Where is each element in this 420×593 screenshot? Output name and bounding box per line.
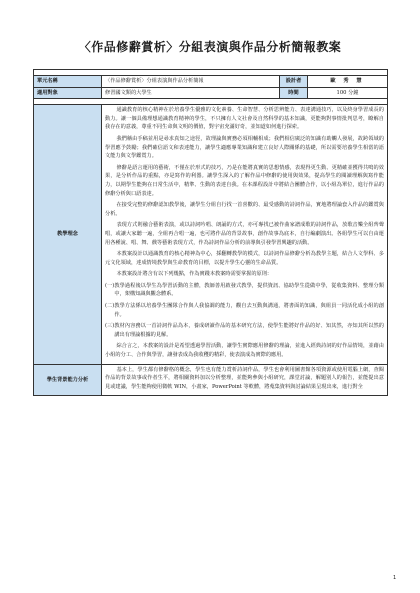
principle-number: (一) xyxy=(105,282,115,289)
philosophy-paragraph: 本教案設計將含有以下列幾點，作為實踐本教案時需要掌握的原則： xyxy=(116,271,273,278)
background-content xyxy=(102,364,388,396)
designer-value: 歐 秀 慧 xyxy=(308,76,388,88)
unit-row xyxy=(34,76,388,88)
document-title: 〈作品修辭賞析〉分組表演與作品分析簡報教案 xyxy=(78,40,342,54)
principle-item xyxy=(105,282,384,299)
principle-item xyxy=(105,322,384,339)
philosophy-paragraph: 本教案設計以通識教育的核心精神為中心，採翻轉教學的模式，以詩詞作品修辭分析為教學主題，結合人文學科、多元文化領域，達成情境教學與生命教育的目標，以提升學生心靈的生命品質。 xyxy=(105,251,384,266)
principle-text: 教材內容務以一首詩詞作品為本，養成研讀作品的基本研究方法，使學生能將好作品的好、知其然，亦知其所以然的講出有理論根據的見解。 xyxy=(114,323,384,338)
unit-label: 單元名稱 xyxy=(34,76,102,88)
philosophy-paragraph: 通識教育的核心精神在於培養學生優雅的文化素養、生命智慧、分析思辨能力、表達溝通技巧，以及終身學習成長的動力。讓一個具備理想通識教育精神的學生，不只擁有人文社會及自然科學的基本知識，更能夠對事情批判思考，瞭解自我存在的意義，尊重不同生命與文明的價值，對宇宙充滿好奇，並知道如何進行探索。 xyxy=(105,107,384,131)
philosophy-paragraph: 修辭是語言運用的藝術，不僅在於形式的技巧，乃是在能將真實的思想情感，表現得更生動、更精確並獲得共鳴的效果，是分析作品的重點，亦是寫作的利器。讓學生深入的了解作品中修辭的使用與效果，提高學生的閱讀理解與寫作能力，以期學生能夠在日常生活中，精準、生動的表達自我。在本課程設計中將結合團體合作，以小組為單位，進行作品的修辭分析與口語表達。 xyxy=(105,164,384,197)
audience-value: 修習國文類的大學生 xyxy=(102,87,280,99)
philosophy-row xyxy=(34,105,388,364)
philosophy-paragraph: 表現方式則融合藝術表演，或以詩詞吟唱、朗誦的方式，亦可專找已被作曲家譜成歌的詩詞作品，放歌音樂全組齊聲唱，或讓大家聽一遍，全組再合唱一遍，也可將作品的背景故事，創作故事為底本，自行編劇演出。各組學生可以自由運用各種說、唱、舞、戲等藝術表現方式，作為詩詞作品分析的前導與引發學習興趣的活動。 xyxy=(105,222,384,246)
principle-number: (二) xyxy=(105,303,115,310)
time-label: 時間 xyxy=(280,87,308,99)
background-row xyxy=(34,364,388,396)
background-paragraph: 基本上，學生都有修辭格的概念，學生也有能力賞析詩詞作品，學生也會利用圖書館各項資源或使用電腦上網，查閱作品的背景故事或作者生平，將相關資料加以分析整理，並能夠參與小組研究，課堂討論，解題別人的報告，並能提出意見或建議，學生能夠使用微軟 WIN，小畫家，PowerPoint 等軟體，將蒐集資料與討論結果呈現出來，進行對全 xyxy=(105,366,384,390)
principle-text: 教學方法係以培養學生團隊合作與人我協調的能力，觀自去互動與溝通，將書面的知識，與組員一同活化成小組的創作。 xyxy=(114,303,384,318)
background-label: 學生背景能力分析 xyxy=(34,364,102,396)
audience-row xyxy=(34,87,388,99)
philosophy-content xyxy=(102,105,388,364)
philosophy-summary: 綜合言之，本教案的設計是希望透過學習活動，讓學生實際應用修辭的理論，並進入經典詩詞的好作品情境，並藉由小組的分工、合作與學習，讓發表成為我收穫的精彩，使表演成為實際的應用。 xyxy=(105,343,384,359)
philosophy-paragraph: 我們稱由手稿並用是尋求真知之途徑，故理論與實務必須相輔相成；我們相信廣泛的知識有助觸人發展，故跨領域的學習應予鼓勵；我們確信語文和表達能力，讓學生適應專業知識和建立良好人際關係的基礎，所以需要培養學生相當的語文能力與文學鑑賞力。 xyxy=(105,135,384,160)
principle-text: 教學過程後以學生為學習活動的主體，教師善用啟發式教學，提供資訊、協助學生從做中學，從收集資料、整理分類中，架構知識與觀念體系。 xyxy=(114,282,384,298)
time-value: 100 分鐘 xyxy=(308,87,388,99)
philosophy-paragraph: 在接受完整的修辭認知教學後，讓學生分組自行找一首喜歡的、最受感動的詩詞作品，實地將理論套入作品的鑑賞與分析。 xyxy=(105,202,384,217)
principle-number: (三) xyxy=(105,323,115,330)
page-number: 1 xyxy=(393,575,397,581)
audience-label: 適用對象 xyxy=(34,87,102,99)
principle-item xyxy=(105,302,384,319)
designer-label: 設計者 xyxy=(280,76,308,88)
unit-value: 〈作品修辭賞析〉分組表演與作品分析簡報 xyxy=(102,76,280,88)
philosophy-label: 教學理念 xyxy=(34,105,102,364)
lesson-plan-table xyxy=(33,69,388,396)
